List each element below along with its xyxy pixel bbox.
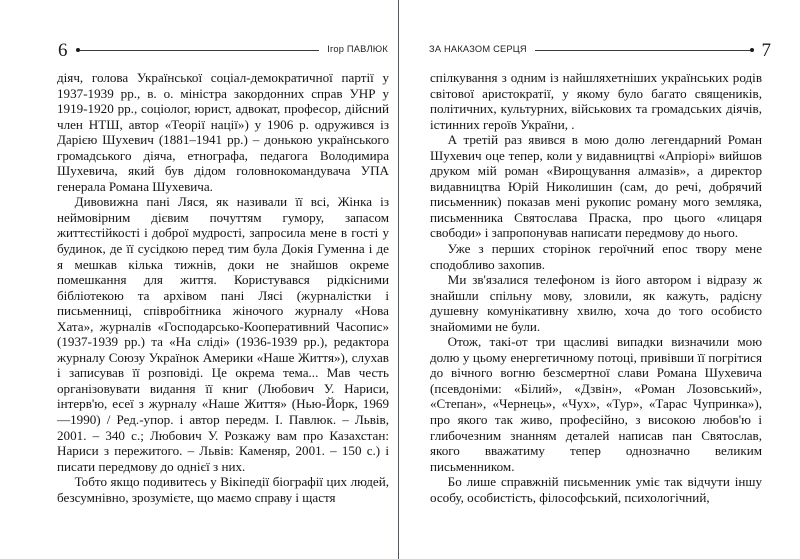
paragraph: Уже з перших сторінок героїчний епос твору мене сподобливо захопив. <box>430 241 762 272</box>
paragraph: Дивовижна пані Ляся, як називали її всі, Жінка із неймовірним дієвим почуттям гумору, запасом життєстійкості і доброї мудрості, запросила мене в гості у будинок, де її сусідкою перед тим була Докія Гуменна і де я мешкав кілька тижнів, доки не знайшов окреме помешкання для життя. Користувався рідкісними бібліотекою та архівом пані Лясі (журналістки і письменниці, співробітника жіночого журналу «Нова Хата», журналів «Господарсько-Кооперативний Часопис» (1937-1939 рр.) та «На сліді» (1936-1939 рр.), редактора журналу Союзу Українок Америки «Наше Життя»), слухав і записував її розповіді. Це окрема тема... Мав честь організовувати видання її книг (Любович У. Нариси, інтерв'ю, есеї з журналу «Наше Життя» (Нью-Йорк, 1969—1990) / Ред.-упор. і автор передм. І. Павлюк. – Львів, 2001. – 340 с.; Любович У. Розкажу вам про Казахстан: Нариси з пережитого. – Львів: Каменяр, 2001. – 150 с.) і писати передмову до однієї з них. <box>57 194 389 474</box>
running-head-right <box>429 39 771 61</box>
folio-right: 7 <box>761 39 771 61</box>
page-right <box>399 0 800 559</box>
paragraph: діяч, голова Української соціал-демократичної партії у 1937-1939 рр., в. о. міністра закордонних справ УНР у 1919-1920 рр., соціолог, юрист, адвокат, професор, дійсний член НТШ, автор «Теорії нації») у 1906 р. одружився із Дарією Шухевич (1881–1941 рр.) – донькою українського громадського діяча, етнографа, педагога Володимира Шухевича, який був дідом головнокомандувача УПА генерала Романа Шухевича. <box>57 70 389 194</box>
paragraph: А третій раз явився в мою долю легендарний Роман Шухевич оце тепер, коли у видавництві «Апріорі» вийшов друком мій роман «Вирощування алмазів», а директор видавництва Юрій Николишин (сам, до речі, добрячий письменник) показав мені рукопис роману мого земляка, письменника Святослава Праска, про цього «лицаря свободи» і запропонував написати передмову до нього. <box>430 132 762 241</box>
running-head-title-left: Ігор ПАВЛЮК <box>327 44 388 55</box>
paragraph: Тобто якщо подивитесь у Вікіпедії біографії цих людей, безсумнівно, зрозумієте, що маємо справу і щастя <box>57 474 389 505</box>
paragraph: Бо лише справжній письменник уміє так відчути іншу особу, особистість, філософський, психологічний, <box>430 474 762 505</box>
header-rule <box>535 50 750 51</box>
running-head-title-right: ЗА НАКАЗОМ СЕРЦЯ <box>429 44 527 55</box>
paragraph: спілкування з одним із найшляхетніших українських родів світової аристократії, у якому було багато священиків, політичних, культурних, військових та громадських діячів, істинних героїв України, . <box>430 70 762 132</box>
body-text-right <box>430 70 762 505</box>
folio-left: 6 <box>58 39 68 61</box>
running-head-left <box>58 39 388 61</box>
body-text-left <box>57 70 389 505</box>
paragraph: Отож, такі-от три щасливі випадки визначили мою долю у цьому енергетичному потоці, привівши її погрітися до вічного вогню безсмертної слави Романа Шухевича (псевдоніми: «Білий», «Дзвін», «Роман Лозовський», «Степан», «Чернець», «Чух», «Тур», «Тарас Чупринка»), про якого так живо, професійно, з високою любов'ю і глибочезним знанням деталей написав пан Святослав, якого вважатиму тепер однозначно великим письменником. <box>430 334 762 474</box>
page-left <box>0 0 398 559</box>
paragraph: Ми зв'язалися телефоном із його автором і відразу ж знайшли спільну мову, зловили, як кажуть, радісну душевну комунікативну хвилю, хоча до того особисто знайомими не були. <box>430 272 762 334</box>
header-rule <box>80 50 320 51</box>
rule-dot-icon <box>750 48 754 52</box>
